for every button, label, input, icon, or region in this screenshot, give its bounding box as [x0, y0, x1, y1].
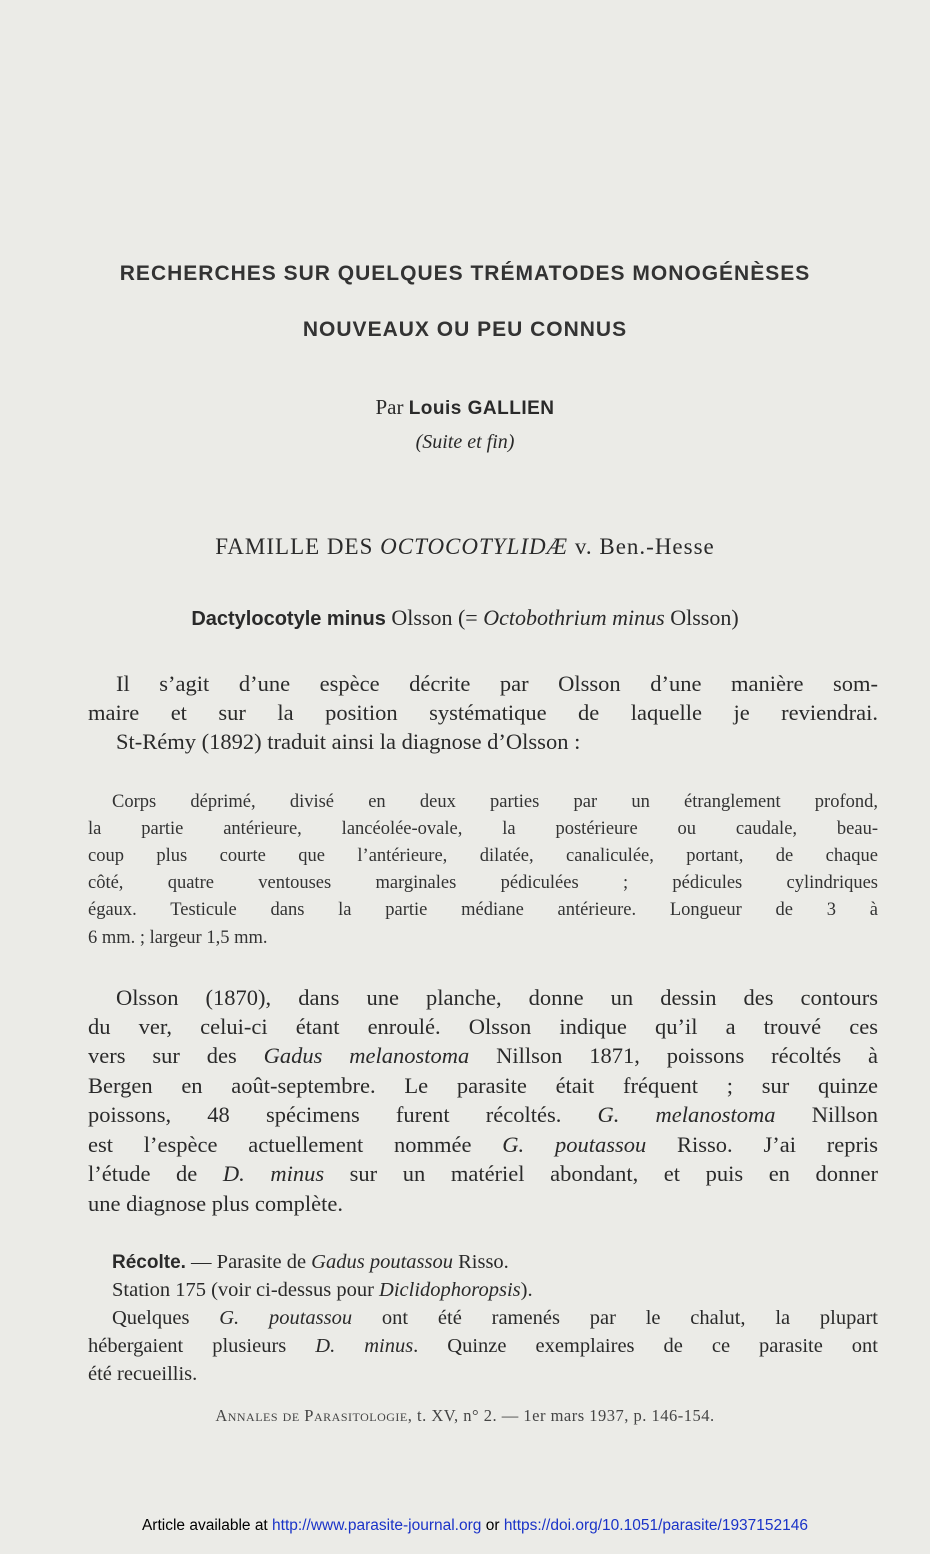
recolte-text: ont été ramenés par le chalut, la plupart: [352, 1307, 878, 1329]
recolte-taxon: Gadus poutassou: [311, 1251, 453, 1273]
olsson-text: du ver, celui-ci étant enroulé. Olsson indique qu’il a trouvé ces: [88, 1014, 878, 1039]
olsson-line-1: [88, 984, 878, 1012]
recolte-taxon: Diclidophoropsis: [379, 1279, 521, 1301]
species-synonym-open: (=: [457, 605, 478, 630]
quote-line-3: coup plus courte que l’antérieure, dilatée, canaliculée, portant, de chaque: [88, 846, 878, 866]
author-prefix: Par: [375, 395, 404, 419]
olsson-taxon: Gadus melanostoma: [263, 1043, 470, 1068]
olsson-text: l’étude de: [88, 1161, 223, 1186]
recolte-line-1: [88, 1249, 878, 1276]
recolte-text: Quelques: [112, 1307, 220, 1329]
quote-line-4: côté, quatre ventouses marginales pédiculées ; pédicules cylindriques: [88, 873, 878, 893]
article-title-line-2: NOUVEAUX OU PEU CONNUS: [302, 318, 628, 341]
doi-link[interactable]: https://doi.org/10.1051/parasite/1937152146: [503, 1517, 809, 1534]
citation-details: t. XV, n° 2. — 1er mars 1937, p. 146-154.: [417, 1406, 715, 1425]
olsson-line-8: [88, 1190, 878, 1218]
article-title-line-1: RECHERCHES SUR QUELQUES TRÉMATODES MONOGÉNÈSES: [119, 262, 811, 285]
author-note: (Suite et fin): [415, 431, 515, 453]
olsson-line-3: [88, 1042, 878, 1070]
olsson-line-5: [88, 1101, 878, 1129]
recolte-taxon: D. minus: [315, 1335, 414, 1357]
recolte-line-2: [88, 1277, 878, 1304]
olsson-text: sur un matériel abondant, et puis en donner: [324, 1161, 878, 1186]
author-line: [0, 395, 930, 420]
olsson-taxon: G. poutassou: [502, 1132, 647, 1157]
species-synonym: Octobothrium minus: [483, 605, 665, 630]
olsson-text: vers sur des: [88, 1043, 264, 1068]
species-name: Dactylocotyle minus: [191, 608, 386, 630]
olsson-taxon: D. minus: [222, 1161, 325, 1186]
recolte-line-5: été recueillis.: [88, 1363, 198, 1385]
availability-prefix: Article available at: [141, 1517, 273, 1534]
intro-line-2: maire et sur la position systématique de laquelle je reviendrai.: [88, 700, 878, 725]
recolte-text: Station 175 (voir ci-dessus pour: [112, 1279, 380, 1301]
intro-line-3: St-Rémy (1892) traduit ainsi la diagnose d’Olsson :: [116, 729, 581, 754]
recolte-taxon: G. poutassou: [219, 1307, 353, 1329]
quote-line-5: égaux. Testicule dans la partie médiane antérieure. Longueur de 3 à: [88, 900, 878, 920]
olsson-text: Nillson 1871, poissons récoltés à: [469, 1043, 879, 1068]
quote-line-6: 6 mm. ; largeur 1,5 mm.: [88, 928, 268, 948]
olsson-text: Risso. J’ai repris: [646, 1132, 878, 1157]
recolte-text: . Quinze exemplaires de ce parasite ont: [413, 1335, 878, 1357]
olsson-line-2: [88, 1013, 878, 1041]
family-name: OCTOCOTYLIDÆ: [380, 534, 569, 559]
olsson-text: est l’espèce actuellement nommée: [88, 1132, 503, 1157]
author-name: Louis GALLIEN: [408, 398, 555, 419]
species-author: Olsson: [391, 605, 453, 630]
recolte-text: — Parasite de: [185, 1251, 312, 1273]
article-availability: [0, 1517, 930, 1535]
journal-url-link[interactable]: http://www.parasite-journal.org: [272, 1517, 482, 1534]
availability-or: or: [481, 1517, 504, 1534]
olsson-line-7: [88, 1160, 878, 1188]
family-heading: [0, 534, 930, 560]
intro-line-1: Il s’agit d’une espèce décrite par Olsson d’une manière som-: [116, 671, 878, 696]
family-suffix: v. Ben.-Hesse: [574, 534, 715, 559]
recolte-text: hébergaient plusieurs: [88, 1335, 316, 1357]
recolte-line-4: [88, 1333, 878, 1360]
recolte-line-3: [88, 1305, 878, 1332]
recolte-text: Risso.: [452, 1251, 509, 1273]
olsson-text: une diagnose plus complète.: [88, 1191, 343, 1216]
quote-line-1: Corps déprimé, divisé en deux parties par un étranglement profond,: [112, 792, 878, 812]
olsson-text: Nillson: [775, 1102, 878, 1127]
olsson-text: Olsson (1870), dans une planche, donne un dessin des contours: [116, 985, 878, 1010]
species-synonym-author: Olsson): [670, 605, 739, 630]
family-prefix: FAMILLE DES: [215, 534, 374, 559]
species-heading: [0, 605, 930, 631]
journal-name: Annales de Parasitologie,: [215, 1406, 413, 1425]
olsson-text: Bergen en août-septembre. Le parasite était fréquent ; sur quinze: [88, 1073, 878, 1098]
quote-line-2: la partie antérieure, lancéolée-ovale, la postérieure ou caudale, beau-: [88, 819, 878, 839]
recolte-label: Récolte.: [112, 1252, 186, 1273]
olsson-text: poissons, 48 spécimens furent récoltés.: [88, 1102, 598, 1127]
olsson-taxon: G. melanostoma: [597, 1102, 776, 1127]
recolte-text: ).: [520, 1279, 533, 1301]
olsson-line-4: [88, 1072, 878, 1100]
olsson-line-6: [88, 1131, 878, 1159]
journal-citation: [0, 1406, 930, 1426]
